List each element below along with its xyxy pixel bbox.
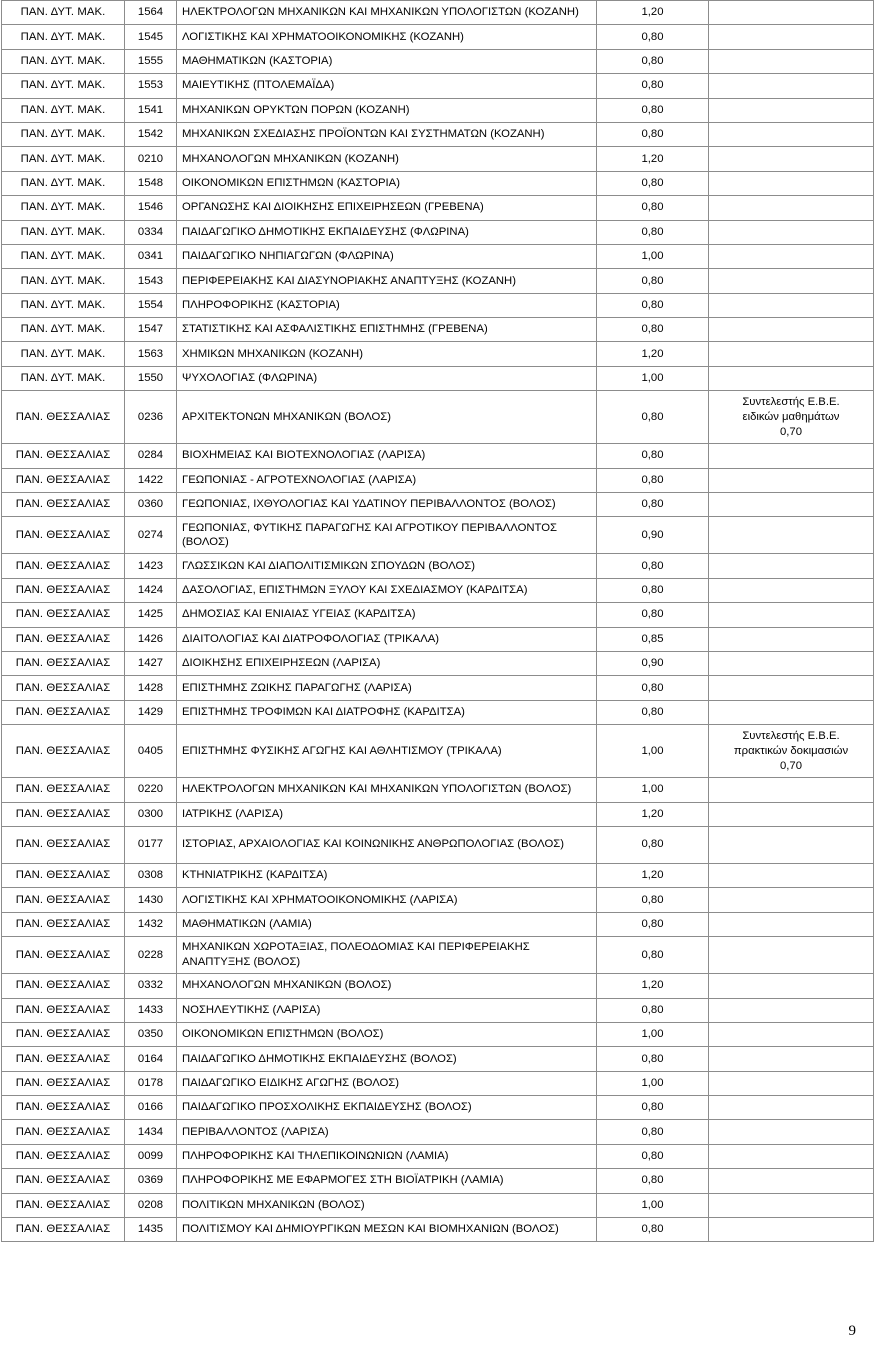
remarks-cell	[709, 998, 874, 1022]
remarks-cell	[709, 98, 874, 122]
table-row	[2, 74, 874, 98]
remarks-cell	[709, 196, 874, 220]
remarks-cell	[709, 725, 874, 778]
table-row	[2, 293, 874, 317]
coefficient-cell: 0,80	[597, 912, 709, 936]
department-code-cell: 1423	[125, 554, 177, 578]
department-name-cell: ΔΗΜΟΣΙΑΣ ΚΑΙ ΕΝΙΑΙΑΣ ΥΓΕΙΑΣ (ΚΑΡΔΙΤΣΑ)	[177, 603, 597, 627]
institution-cell: ΠΑΝ. ΘΕΣΣΑΛΙΑΣ	[2, 1120, 125, 1144]
remarks-cell	[709, 554, 874, 578]
remarks-cell	[709, 342, 874, 366]
department-code-cell: 1422	[125, 468, 177, 492]
institution-cell: ΠΑΝ. ΘΕΣΣΑΛΙΑΣ	[2, 1096, 125, 1120]
coefficient-cell: 0,80	[597, 937, 709, 974]
remarks-cell	[709, 1218, 874, 1242]
department-name-cell: ΜΗΧΑΝΙΚΩΝ ΣΧΕΔΙΑΣΗΣ ΠΡΟΪΟΝΤΩΝ ΚΑΙ ΣΥΣΤΗΜΑΤΩΝ (ΚΟΖΑΝΗ)	[177, 122, 597, 146]
institution-cell: ΠΑΝ. ΘΕΣΣΑΛΙΑΣ	[2, 974, 125, 998]
coefficient-cell: 0,80	[597, 676, 709, 700]
table-row	[2, 627, 874, 651]
remarks-cell	[709, 147, 874, 171]
department-code-cell: 0350	[125, 1022, 177, 1046]
remarks-cell	[709, 1022, 874, 1046]
institution-cell: ΠΑΝ. ΔΥΤ. ΜΑΚ.	[2, 49, 125, 73]
table-row	[2, 517, 874, 554]
institution-cell: ΠΑΝ. ΘΕΣΣΑΛΙΑΣ	[2, 1218, 125, 1242]
coefficient-cell: 0,80	[597, 196, 709, 220]
department-name-cell: ΒΙΟΧΗΜΕΙΑΣ ΚΑΙ ΒΙΟΤΕΧΝΟΛΟΓΙΑΣ (ΛΑΡΙΣΑ)	[177, 444, 597, 468]
institution-cell: ΠΑΝ. ΘΕΣΣΑΛΙΑΣ	[2, 1047, 125, 1071]
remarks-cell	[709, 700, 874, 724]
coefficient-cell: 1,00	[597, 244, 709, 268]
coefficient-cell: 0,80	[597, 603, 709, 627]
coefficient-cell: 1,00	[597, 725, 709, 778]
coefficient-cell: 0,80	[597, 493, 709, 517]
department-name-cell: ΠΟΛΙΤΙΣΜΟΥ ΚΑΙ ΔΗΜΙΟΥΡΓΙΚΩΝ ΜΕΣΩΝ ΚΑΙ ΒΙΟΜΗΧΑΝΙΩΝ (ΒΟΛΟΣ)	[177, 1218, 597, 1242]
department-name-cell: ΓΕΩΠΟΝΙΑΣ, ΦΥΤΙΚΗΣ ΠΑΡΑΓΩΓΗΣ ΚΑΙ ΑΓΡΟΤΙΚΟΥ ΠΕΡΙΒΑΛΛΟΝΤΟΣ (ΒΟΛΟΣ)	[177, 517, 597, 554]
institution-cell: ΠΑΝ. ΘΕΣΣΑΛΙΑΣ	[2, 603, 125, 627]
remarks-cell	[709, 1169, 874, 1193]
institution-cell: ΠΑΝ. ΘΕΣΣΑΛΙΑΣ	[2, 863, 125, 887]
institution-cell: ΠΑΝ. ΔΥΤ. ΜΑΚ.	[2, 1, 125, 25]
department-name-cell: ΛΟΓΙΣΤΙΚΗΣ ΚΑΙ ΧΡΗΜΑΤΟΟΙΚΟΝΟΜΙΚΗΣ (ΚΟΖΑΝΗ)	[177, 25, 597, 49]
department-code-cell: 1543	[125, 269, 177, 293]
table-row	[2, 49, 874, 73]
table-row	[2, 826, 874, 863]
remarks-cell	[709, 1071, 874, 1095]
department-code-cell: 1553	[125, 74, 177, 98]
table-row	[2, 98, 874, 122]
coefficient-cell: 0,80	[597, 578, 709, 602]
table-row	[2, 937, 874, 974]
coefficient-cell: 1,20	[597, 863, 709, 887]
remarks-cell	[709, 1120, 874, 1144]
institution-cell: ΠΑΝ. ΘΕΣΣΑΛΙΑΣ	[2, 517, 125, 554]
remarks-cell	[709, 444, 874, 468]
institution-cell: ΠΑΝ. ΔΥΤ. ΜΑΚ.	[2, 196, 125, 220]
department-name-cell: ΠΑΙΔΑΓΩΓΙΚΟ ΠΡΟΣΧΟΛΙΚΗΣ ΕΚΠΑΙΔΕΥΣΗΣ (ΒΟΛΟΣ)	[177, 1096, 597, 1120]
coefficient-cell: 0,80	[597, 1144, 709, 1168]
table-row	[2, 318, 874, 342]
institution-cell: ΠΑΝ. ΔΥΤ. ΜΑΚ.	[2, 98, 125, 122]
department-name-cell: ΨΥΧΟΛΟΓΙΑΣ (ΦΛΩΡΙΝΑ)	[177, 366, 597, 390]
remarks-cell	[709, 293, 874, 317]
department-code-cell: 1426	[125, 627, 177, 651]
coefficient-cell: 0,80	[597, 391, 709, 444]
table-row	[2, 974, 874, 998]
coefficient-cell: 1,00	[597, 1071, 709, 1095]
department-code-cell: 1563	[125, 342, 177, 366]
table-row	[2, 1218, 874, 1242]
department-name-cell: ΠΑΙΔΑΓΩΓΙΚΟ ΔΗΜΟΤΙΚΗΣ ΕΚΠΑΙΔΕΥΣΗΣ (ΦΛΩΡΙΝΑ)	[177, 220, 597, 244]
institution-cell: ΠΑΝ. ΘΕΣΣΑΛΙΑΣ	[2, 998, 125, 1022]
table-row	[2, 676, 874, 700]
department-name-cell: ΜΗΧΑΝΟΛΟΓΩΝ ΜΗΧΑΝΙΚΩΝ (ΒΟΛΟΣ)	[177, 974, 597, 998]
page-number: 9	[848, 1323, 856, 1339]
table-row	[2, 1047, 874, 1071]
coefficient-cell: 0,80	[597, 700, 709, 724]
department-code-cell: 1545	[125, 25, 177, 49]
remark-line: ειδικών μαθημάτων	[742, 410, 840, 423]
remarks-cell	[709, 468, 874, 492]
remarks-cell	[709, 318, 874, 342]
table-row	[2, 220, 874, 244]
department-code-cell: 1547	[125, 318, 177, 342]
department-code-cell: 1427	[125, 651, 177, 675]
remarks-cell	[709, 676, 874, 700]
table-row	[2, 1022, 874, 1046]
table-row	[2, 122, 874, 146]
table-row	[2, 778, 874, 802]
remarks-cell	[709, 651, 874, 675]
institution-cell: ΠΑΝ. ΘΕΣΣΑΛΙΑΣ	[2, 912, 125, 936]
department-name-cell: ΔΑΣΟΛΟΓΙΑΣ, ΕΠΙΣΤΗΜΩΝ ΞΥΛΟΥ ΚΑΙ ΣΧΕΔΙΑΣΜΟΥ (ΚΑΡΔΙΤΣΑ)	[177, 578, 597, 602]
table-row	[2, 651, 874, 675]
remarks-cell	[709, 802, 874, 826]
coefficient-cell: 0,85	[597, 627, 709, 651]
department-code-cell: 1550	[125, 366, 177, 390]
institution-cell: ΠΑΝ. ΘΕΣΣΑΛΙΑΣ	[2, 937, 125, 974]
department-name-cell: ΙΑΤΡΙΚΗΣ (ΛΑΡΙΣΑ)	[177, 802, 597, 826]
department-code-cell: 1429	[125, 700, 177, 724]
coefficient-cell: 0,80	[597, 554, 709, 578]
department-name-cell: ΜΑΘΗΜΑΤΙΚΩΝ (ΚΑΣΤΟΡΙΑ)	[177, 49, 597, 73]
coefficient-cell: 1,20	[597, 147, 709, 171]
institution-cell: ΠΑΝ. ΘΕΣΣΑΛΙΑΣ	[2, 1144, 125, 1168]
institution-cell: ΠΑΝ. ΘΕΣΣΑΛΙΑΣ	[2, 888, 125, 912]
institution-cell: ΠΑΝ. ΘΕΣΣΑΛΙΑΣ	[2, 1071, 125, 1095]
remarks-cell	[709, 122, 874, 146]
table-row	[2, 1096, 874, 1120]
department-name-cell: ΜΗΧΑΝΙΚΩΝ ΧΩΡΟΤΑΞΙΑΣ, ΠΟΛΕΟΔΟΜΙΑΣ ΚΑΙ ΠΕΡΙΦΕΡΕΙΑΚΗΣ ΑΝΑΠΤΥΞΗΣ (ΒΟΛΟΣ)	[177, 937, 597, 974]
remarks-cell	[709, 366, 874, 390]
department-name-cell: ΛΟΓΙΣΤΙΚΗΣ ΚΑΙ ΧΡΗΜΑΤΟΟΙΚΟΝΟΜΙΚΗΣ (ΛΑΡΙΣΑ)	[177, 888, 597, 912]
department-name-cell: ΓΕΩΠΟΝΙΑΣ - ΑΓΡΟΤΕΧΝΟΛΟΓΙΑΣ (ΛΑΡΙΣΑ)	[177, 468, 597, 492]
department-code-cell: 0220	[125, 778, 177, 802]
coefficient-cell: 0,80	[597, 1047, 709, 1071]
remarks-cell	[709, 220, 874, 244]
coefficient-cell: 0,80	[597, 1096, 709, 1120]
institution-cell: ΠΑΝ. ΔΥΤ. ΜΑΚ.	[2, 318, 125, 342]
coefficient-cell: 0,80	[597, 318, 709, 342]
institution-cell: ΠΑΝ. ΘΕΣΣΑΛΙΑΣ	[2, 725, 125, 778]
institution-cell: ΠΑΝ. ΘΕΣΣΑΛΙΑΣ	[2, 1169, 125, 1193]
remark-line: Συντελεστής Ε.Β.Ε.	[742, 729, 840, 742]
coefficient-cell: 0,80	[597, 49, 709, 73]
department-code-cell: 0210	[125, 147, 177, 171]
institution-cell: ΠΑΝ. ΘΕΣΣΑΛΙΑΣ	[2, 651, 125, 675]
table-row	[2, 1144, 874, 1168]
department-code-cell: 0405	[125, 725, 177, 778]
table-row	[2, 269, 874, 293]
department-code-cell: 1555	[125, 49, 177, 73]
table-row	[2, 578, 874, 602]
department-code-cell: 0178	[125, 1071, 177, 1095]
department-name-cell: ΜΗΧΑΝΟΛΟΓΩΝ ΜΗΧΑΝΙΚΩΝ (ΚΟΖΑΝΗ)	[177, 147, 597, 171]
remarks-cell	[709, 269, 874, 293]
department-code-cell: 1542	[125, 122, 177, 146]
department-name-cell: ΝΟΣΗΛΕΥΤΙΚΗΣ (ΛΑΡΙΣΑ)	[177, 998, 597, 1022]
department-name-cell: ΕΠΙΣΤΗΜΗΣ ΦΥΣΙΚΗΣ ΑΓΩΓΗΣ ΚΑΙ ΑΘΛΗΤΙΣΜΟΥ (ΤΡΙΚΑΛΑ)	[177, 725, 597, 778]
remarks-cell	[709, 244, 874, 268]
table-row	[2, 244, 874, 268]
coefficient-cell: 0,80	[597, 826, 709, 863]
table-row	[2, 25, 874, 49]
institution-cell: ΠΑΝ. ΔΥΤ. ΜΑΚ.	[2, 342, 125, 366]
department-code-cell: 0360	[125, 493, 177, 517]
department-name-cell: ΠΕΡΙΦΕΡΕΙΑΚΗΣ ΚΑΙ ΔΙΑΣΥΝΟΡΙΑΚΗΣ ΑΝΑΠΤΥΞΗΣ (ΚΟΖΑΝΗ)	[177, 269, 597, 293]
department-code-cell: 0164	[125, 1047, 177, 1071]
table-row	[2, 468, 874, 492]
institution-cell: ΠΑΝ. ΘΕΣΣΑΛΙΑΣ	[2, 700, 125, 724]
institution-cell: ΠΑΝ. ΘΕΣΣΑΛΙΑΣ	[2, 468, 125, 492]
remarks-cell	[709, 74, 874, 98]
department-code-cell: 0334	[125, 220, 177, 244]
remarks-cell	[709, 863, 874, 887]
department-code-cell: 0369	[125, 1169, 177, 1193]
department-code-cell: 1554	[125, 293, 177, 317]
coefficient-cell: 1,00	[597, 1022, 709, 1046]
department-code-cell: 0228	[125, 937, 177, 974]
coefficient-cell: 0,80	[597, 269, 709, 293]
department-name-cell: ΓΕΩΠΟΝΙΑΣ, ΙΧΘΥΟΛΟΓΙΑΣ ΚΑΙ ΥΔΑΤΙΝΟΥ ΠΕΡΙΒΑΛΛΟΝΤΟΣ (ΒΟΛΟΣ)	[177, 493, 597, 517]
table-row	[2, 998, 874, 1022]
department-name-cell: ΠΛΗΡΟΦΟΡΙΚΗΣ ΜΕ ΕΦΑΡΜΟΓΕΣ ΣΤΗ ΒΙΟΪΑΤΡΙΚΗ (ΛΑΜΙΑ)	[177, 1169, 597, 1193]
coefficient-cell: 0,90	[597, 651, 709, 675]
remark-line: 0,70	[780, 759, 802, 772]
department-code-cell: 1541	[125, 98, 177, 122]
department-code-cell: 0208	[125, 1193, 177, 1217]
coefficient-cell: 1,00	[597, 1193, 709, 1217]
coefficient-cell: 0,80	[597, 98, 709, 122]
table-row	[2, 603, 874, 627]
coefficient-cell: 0,80	[597, 444, 709, 468]
department-code-cell: 0341	[125, 244, 177, 268]
coefficients-table	[1, 0, 874, 1242]
department-name-cell: ΜΑΙΕΥΤΙΚΗΣ (ΠΤΟΛΕΜΑΪΔΑ)	[177, 74, 597, 98]
department-name-cell: ΙΣΤΟΡΙΑΣ, ΑΡΧΑΙΟΛΟΓΙΑΣ ΚΑΙ ΚΟΙΝΩΝΙΚΗΣ ΑΝΘΡΩΠΟΛΟΓΙΑΣ (ΒΟΛΟΣ)	[177, 826, 597, 863]
department-code-cell: 0099	[125, 1144, 177, 1168]
department-code-cell: 1434	[125, 1120, 177, 1144]
institution-cell: ΠΑΝ. ΔΥΤ. ΜΑΚ.	[2, 244, 125, 268]
department-name-cell: ΟΙΚΟΝΟΜΙΚΩΝ ΕΠΙΣΤΗΜΩΝ (ΚΑΣΤΟΡΙΑ)	[177, 171, 597, 195]
institution-cell: ΠΑΝ. ΔΥΤ. ΜΑΚ.	[2, 220, 125, 244]
department-code-cell: 1424	[125, 578, 177, 602]
department-name-cell: ΓΛΩΣΣΙΚΩΝ ΚΑΙ ΔΙΑΠΟΛΙΤΙΣΜΙΚΩΝ ΣΠΟΥΔΩΝ (ΒΟΛΟΣ)	[177, 554, 597, 578]
department-code-cell: 1435	[125, 1218, 177, 1242]
remarks-cell	[709, 171, 874, 195]
institution-cell: ΠΑΝ. ΘΕΣΣΑΛΙΑΣ	[2, 578, 125, 602]
remarks-cell	[709, 1144, 874, 1168]
institution-cell: ΠΑΝ. ΘΕΣΣΑΛΙΑΣ	[2, 826, 125, 863]
department-name-cell: ΔΙΟΙΚΗΣΗΣ ΕΠΙΧΕΙΡΗΣΕΩΝ (ΛΑΡΙΣΑ)	[177, 651, 597, 675]
department-name-cell: ΜΗΧΑΝΙΚΩΝ ΟΡΥΚΤΩΝ ΠΟΡΩΝ (ΚΟΖΑΝΗ)	[177, 98, 597, 122]
coefficient-cell: 1,00	[597, 778, 709, 802]
table-row	[2, 196, 874, 220]
remarks-cell	[709, 974, 874, 998]
table-row	[2, 1071, 874, 1095]
remarks-cell	[709, 493, 874, 517]
coefficient-cell: 0,80	[597, 122, 709, 146]
institution-cell: ΠΑΝ. ΘΕΣΣΑΛΙΑΣ	[2, 1022, 125, 1046]
remarks-cell	[709, 603, 874, 627]
institution-cell: ΠΑΝ. ΔΥΤ. ΜΑΚ.	[2, 25, 125, 49]
coefficient-cell: 0,80	[597, 1169, 709, 1193]
coefficient-cell: 0,90	[597, 517, 709, 554]
department-name-cell: ΠΑΙΔΑΓΩΓΙΚΟ ΔΗΜΟΤΙΚΗΣ ΕΚΠΑΙΔΕΥΣΗΣ (ΒΟΛΟΣ)	[177, 1047, 597, 1071]
institution-cell: ΠΑΝ. ΘΕΣΣΑΛΙΑΣ	[2, 444, 125, 468]
department-name-cell: ΧΗΜΙΚΩΝ ΜΗΧΑΝΙΚΩΝ (ΚΟΖΑΝΗ)	[177, 342, 597, 366]
remarks-cell	[709, 888, 874, 912]
department-name-cell: ΔΙΑΙΤΟΛΟΓΙΑΣ ΚΑΙ ΔΙΑΤΡΟΦΟΛΟΓΙΑΣ (ΤΡΙΚΑΛΑ)	[177, 627, 597, 651]
department-name-cell: ΠΟΛΙΤΙΚΩΝ ΜΗΧΑΝΙΚΩΝ (ΒΟΛΟΣ)	[177, 1193, 597, 1217]
coefficient-cell: 1,20	[597, 974, 709, 998]
institution-cell: ΠΑΝ. ΘΕΣΣΑΛΙΑΣ	[2, 676, 125, 700]
department-code-cell: 0332	[125, 974, 177, 998]
department-code-cell: 0177	[125, 826, 177, 863]
table-row	[2, 493, 874, 517]
department-name-cell: ΕΠΙΣΤΗΜΗΣ ΤΡΟΦΙΜΩΝ ΚΑΙ ΔΙΑΤΡΟΦΗΣ (ΚΑΡΔΙΤΣΑ)	[177, 700, 597, 724]
table-row	[2, 147, 874, 171]
coefficient-cell: 1,20	[597, 1, 709, 25]
department-name-cell: ΠΛΗΡΟΦΟΡΙΚΗΣ ΚΑΙ ΤΗΛΕΠΙΚΟΙΝΩΝΙΩΝ (ΛΑΜΙΑ)	[177, 1144, 597, 1168]
coefficient-cell: 0,80	[597, 998, 709, 1022]
institution-cell: ΠΑΝ. ΘΕΣΣΑΛΙΑΣ	[2, 627, 125, 651]
institution-cell: ΠΑΝ. ΔΥΤ. ΜΑΚ.	[2, 269, 125, 293]
table-row	[2, 342, 874, 366]
institution-cell: ΠΑΝ. ΘΕΣΣΑΛΙΑΣ	[2, 554, 125, 578]
table-row	[2, 1, 874, 25]
remarks-cell	[709, 578, 874, 602]
department-name-cell: ΠΕΡΙΒΑΛΛΟΝΤΟΣ (ΛΑΡΙΣΑ)	[177, 1120, 597, 1144]
department-code-cell: 1433	[125, 998, 177, 1022]
coefficient-cell: 0,80	[597, 25, 709, 49]
department-name-cell: ΠΑΙΔΑΓΩΓΙΚΟ ΕΙΔΙΚΗΣ ΑΓΩΓΗΣ (ΒΟΛΟΣ)	[177, 1071, 597, 1095]
remarks-cell	[709, 25, 874, 49]
table-row	[2, 444, 874, 468]
department-code-cell: 1546	[125, 196, 177, 220]
department-code-cell: 0308	[125, 863, 177, 887]
department-code-cell: 0274	[125, 517, 177, 554]
coefficient-cell: 0,80	[597, 888, 709, 912]
remark-line: 0,70	[780, 425, 802, 438]
department-code-cell: 0236	[125, 391, 177, 444]
coefficient-cell: 1,20	[597, 342, 709, 366]
table-row	[2, 1120, 874, 1144]
department-code-cell: 1430	[125, 888, 177, 912]
department-name-cell: ΗΛΕΚΤΡΟΛΟΓΩΝ ΜΗΧΑΝΙΚΩΝ ΚΑΙ ΜΗΧΑΝΙΚΩΝ ΥΠΟΛΟΓΙΣΤΩΝ (ΒΟΛΟΣ)	[177, 778, 597, 802]
table-row	[2, 391, 874, 444]
institution-cell: ΠΑΝ. ΘΕΣΣΑΛΙΑΣ	[2, 1193, 125, 1217]
institution-cell: ΠΑΝ. ΔΥΤ. ΜΑΚ.	[2, 293, 125, 317]
remarks-cell	[709, 826, 874, 863]
remarks-cell	[709, 937, 874, 974]
coefficient-cell: 0,80	[597, 74, 709, 98]
department-code-cell: 1564	[125, 1, 177, 25]
institution-cell: ΠΑΝ. ΘΕΣΣΑΛΙΑΣ	[2, 391, 125, 444]
department-code-cell: 0284	[125, 444, 177, 468]
institution-cell: ΠΑΝ. ΘΕΣΣΑΛΙΑΣ	[2, 802, 125, 826]
department-name-cell: ΜΑΘΗΜΑΤΙΚΩΝ (ΛΑΜΙΑ)	[177, 912, 597, 936]
remarks-cell	[709, 1047, 874, 1071]
remarks-cell	[709, 49, 874, 73]
remarks-cell	[709, 391, 874, 444]
table-row	[2, 700, 874, 724]
department-code-cell: 0166	[125, 1096, 177, 1120]
institution-cell: ΠΑΝ. ΘΕΣΣΑΛΙΑΣ	[2, 778, 125, 802]
coefficient-cell: 0,80	[597, 220, 709, 244]
institution-cell: ΠΑΝ. ΔΥΤ. ΜΑΚ.	[2, 171, 125, 195]
table-row	[2, 863, 874, 887]
remarks-cell	[709, 1193, 874, 1217]
department-name-cell: ΣΤΑΤΙΣΤΙΚΗΣ ΚΑΙ ΑΣΦΑΛΙΣΤΙΚΗΣ ΕΠΙΣΤΗΜΗΣ (ΓΡΕΒΕΝΑ)	[177, 318, 597, 342]
department-name-cell: ΠΑΙΔΑΓΩΓΙΚΟ ΝΗΠΙΑΓΩΓΩΝ (ΦΛΩΡΙΝΑ)	[177, 244, 597, 268]
coefficient-cell: 0,80	[597, 1120, 709, 1144]
remark-line: Συντελεστής Ε.Β.Ε.	[742, 395, 840, 408]
coefficient-cell: 1,00	[597, 366, 709, 390]
remarks-cell	[709, 517, 874, 554]
table-row	[2, 1193, 874, 1217]
table-row	[2, 888, 874, 912]
table-row	[2, 912, 874, 936]
institution-cell: ΠΑΝ. ΔΥΤ. ΜΑΚ.	[2, 74, 125, 98]
table-row	[2, 171, 874, 195]
department-name-cell: ΠΛΗΡΟΦΟΡΙΚΗΣ (ΚΑΣΤΟΡΙΑ)	[177, 293, 597, 317]
remarks-cell	[709, 627, 874, 651]
table-row	[2, 554, 874, 578]
institution-cell: ΠΑΝ. ΔΥΤ. ΜΑΚ.	[2, 366, 125, 390]
remark-line: πρακτικών δοκιμασιών	[733, 744, 849, 757]
coefficient-cell: 0,80	[597, 468, 709, 492]
table-row	[2, 802, 874, 826]
department-name-cell: ΚΤΗΝΙΑΤΡΙΚΗΣ (ΚΑΡΔΙΤΣΑ)	[177, 863, 597, 887]
department-name-cell: ΟΡΓΑΝΩΣΗΣ ΚΑΙ ΔΙΟΙΚΗΣΗΣ ΕΠΙΧΕΙΡΗΣΕΩΝ (ΓΡΕΒΕΝΑ)	[177, 196, 597, 220]
remarks-cell	[709, 912, 874, 936]
coefficient-cell: 0,80	[597, 1218, 709, 1242]
department-name-cell: ΕΠΙΣΤΗΜΗΣ ΖΩΙΚΗΣ ΠΑΡΑΓΩΓΗΣ (ΛΑΡΙΣΑ)	[177, 676, 597, 700]
coefficient-cell: 0,80	[597, 293, 709, 317]
department-code-cell: 1548	[125, 171, 177, 195]
coefficient-cell: 0,80	[597, 171, 709, 195]
remarks-cell	[709, 1096, 874, 1120]
institution-cell: ΠΑΝ. ΔΥΤ. ΜΑΚ.	[2, 122, 125, 146]
table-row	[2, 366, 874, 390]
table-body	[2, 1, 874, 1242]
department-code-cell: 0300	[125, 802, 177, 826]
institution-cell: ΠΑΝ. ΔΥΤ. ΜΑΚ.	[2, 147, 125, 171]
department-code-cell: 1425	[125, 603, 177, 627]
department-name-cell: ΗΛΕΚΤΡΟΛΟΓΩΝ ΜΗΧΑΝΙΚΩΝ ΚΑΙ ΜΗΧΑΝΙΚΩΝ ΥΠΟΛΟΓΙΣΤΩΝ (ΚΟΖΑΝΗ)	[177, 1, 597, 25]
table-row	[2, 725, 874, 778]
department-name-cell: ΑΡΧΙΤΕΚΤΟΝΩΝ ΜΗΧΑΝΙΚΩΝ (ΒΟΛΟΣ)	[177, 391, 597, 444]
remarks-cell	[709, 1, 874, 25]
department-code-cell: 1428	[125, 676, 177, 700]
institution-cell: ΠΑΝ. ΘΕΣΣΑΛΙΑΣ	[2, 493, 125, 517]
remarks-cell	[709, 778, 874, 802]
coefficient-cell: 1,20	[597, 802, 709, 826]
department-name-cell: ΟΙΚΟΝΟΜΙΚΩΝ ΕΠΙΣΤΗΜΩΝ (ΒΟΛΟΣ)	[177, 1022, 597, 1046]
table-row	[2, 1169, 874, 1193]
department-code-cell: 1432	[125, 912, 177, 936]
